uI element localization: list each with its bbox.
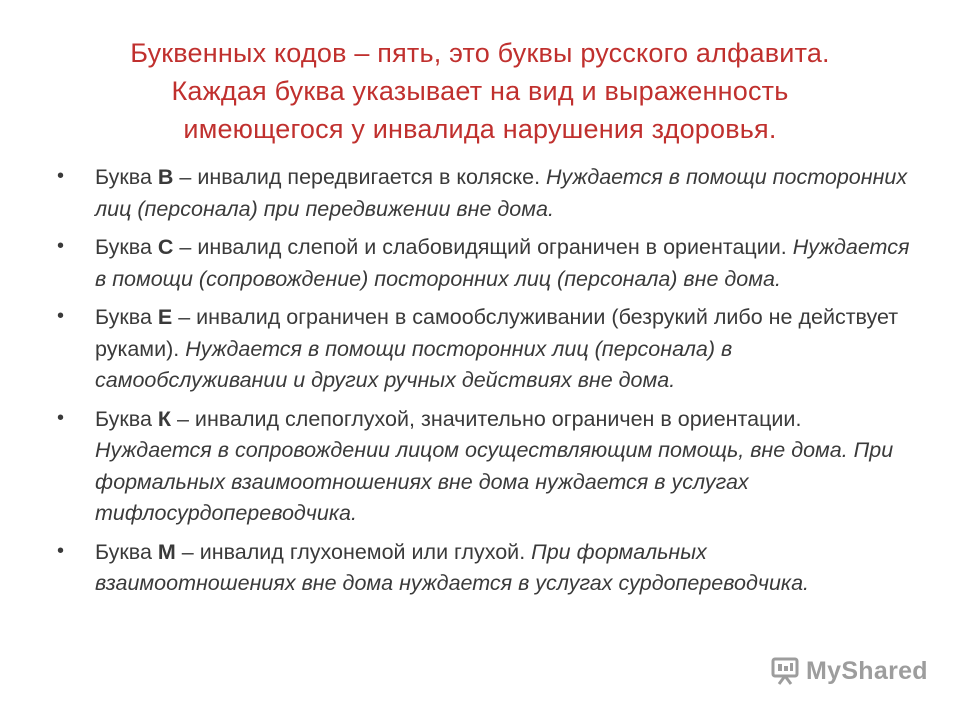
bullet-icon: • xyxy=(57,305,65,327)
bullet-letter: М xyxy=(157,539,176,564)
bullet-note: Нуждается в помощи (сопровождение) посторонних лиц (персонала) вне дома. xyxy=(95,235,910,291)
bullet-text: – инвалид передвигается в коляске. xyxy=(173,165,547,189)
bullet-icon: • xyxy=(57,406,65,429)
bullet-prefix: Буква xyxy=(95,539,158,564)
bullet-item-e xyxy=(52,302,912,397)
bullet-prefix: Буква xyxy=(95,305,158,329)
bullet-icon: • xyxy=(57,165,65,187)
bullet-note: При формальных взаимоотношениях вне дома нуждается в услугах сурдопереводчика. xyxy=(95,539,810,595)
bullet-item-m xyxy=(52,537,912,600)
bullet-text: – инвалид слепоглухой, значительно ограничен в ориентации. xyxy=(171,406,802,431)
presentation-board-icon xyxy=(770,656,800,686)
slide-title xyxy=(40,34,920,148)
bullet-text: – инвалид ограничен в самообслуживании (безрукий либо не действует руками). xyxy=(95,305,899,361)
bullet-text: – инвалид слепой и слабовидящий ограничен в ориентации. xyxy=(173,235,793,259)
bullet-icon: • xyxy=(57,539,65,562)
title-line-1: Буквенных кодов – пять, это буквы русского алфавита. xyxy=(130,38,830,68)
bullet-item-k xyxy=(52,404,912,530)
bullet-note: Нуждается в помощи посторонних лиц (персонала) при передвижении вне дома. xyxy=(95,165,908,221)
bullet-letter: В xyxy=(157,165,174,189)
bullet-note: Нуждается в помощи посторонних лиц (персонала) в самообслуживании и других ручных действиях вне дома. xyxy=(95,336,733,392)
bullet-letter: Е xyxy=(157,305,173,329)
bullet-icon: • xyxy=(57,235,65,257)
title-line-2: Каждая буква указывает на вид и выраженность xyxy=(171,76,789,106)
bullet-item-v xyxy=(52,162,912,225)
title-line-3: имеющегося у инвалида нарушения здоровья. xyxy=(183,114,777,144)
bullet-prefix: Буква xyxy=(95,165,158,189)
bullet-prefix: Буква xyxy=(95,406,158,431)
bullet-letter: С xyxy=(157,235,174,259)
bullet-letter: К xyxy=(157,406,172,431)
watermark-text: MyShared xyxy=(806,656,928,685)
bullet-list xyxy=(52,162,912,607)
bullet-prefix: Буква xyxy=(95,235,158,259)
bullet-note: Нуждается в сопровождении лицом осуществляющим помощь, вне дома. При формальных взаимоотношениях вне дома нуждается в услугах тифлосурдопереводчика. xyxy=(95,438,894,525)
bullet-item-s xyxy=(52,232,912,295)
bullet-text: – инвалид глухонемой или глухой. xyxy=(175,539,532,564)
watermark xyxy=(770,656,928,686)
